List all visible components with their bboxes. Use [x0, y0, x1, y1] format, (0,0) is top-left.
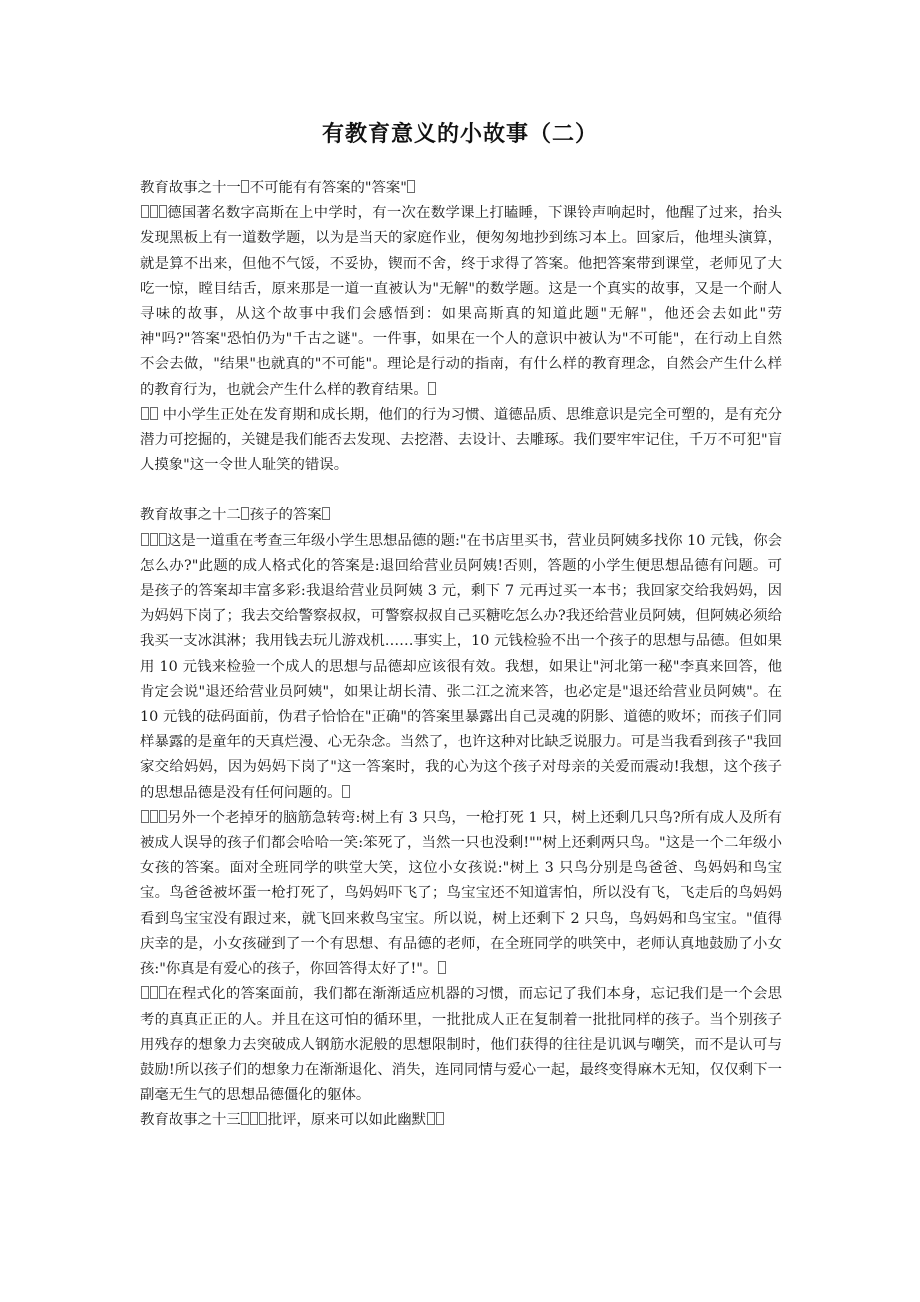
missing-glyph-icon [141, 407, 149, 420]
section-spacer [140, 478, 782, 503]
story-12-paragraph-1 [140, 529, 782, 806]
missing-glyph-icon [241, 180, 249, 193]
story-13-title: 批评，原来可以如此幽默 [267, 1112, 427, 1129]
missing-glyph-icon [150, 810, 158, 823]
missing-glyph-icon [342, 785, 350, 798]
story-12-paragraph-3 [140, 982, 782, 1108]
missing-glyph-icon [159, 205, 167, 218]
document-title: 有教育意义的小故事（二） [321, 122, 598, 147]
missing-glyph-icon [241, 1112, 249, 1125]
missing-glyph-icon [159, 986, 167, 999]
story-12-title: 孩子的答案 [249, 507, 322, 524]
missing-glyph-icon [241, 507, 249, 520]
missing-glyph-icon [141, 986, 149, 999]
missing-glyph-icon [322, 507, 330, 520]
missing-glyph-icon [150, 533, 158, 546]
story-11-paragraph-2 [140, 403, 782, 479]
missing-glyph-icon [428, 382, 436, 395]
missing-glyph-icon [150, 407, 158, 420]
missing-glyph-icon [141, 533, 149, 546]
missing-glyph-icon [159, 533, 167, 546]
story-11-heading [140, 176, 782, 201]
missing-glyph-icon [141, 810, 149, 823]
missing-glyph-icon [427, 1112, 435, 1125]
missing-glyph-icon [407, 180, 415, 193]
story-12-heading [140, 503, 782, 528]
missing-glyph-icon [141, 205, 149, 218]
story-11-number: 教育故事之十一 [140, 180, 241, 196]
missing-glyph-icon [438, 961, 446, 974]
story-13-number: 教育故事之十三 [140, 1112, 241, 1129]
missing-glyph-icon [436, 1112, 444, 1125]
paragraph-text: 德国著名数字高斯在上中学时，有一次在数学课上打瞌睡，下课铃声响起时，他醒了过来，抬头发现黑板上有一道数学题，以为是当天的家庭作业，便匆匆地抄到练习本上。回家后，他埋头演算，就是算不出来，但他不气馁，不妥协，锲而不舍，终于求得了答案。他把答案带到课堂，老师见了大吃一惊，瞠目结舌，原来那是一道一直被认为"无解"的数学题。这是一个真实的故事，又是一个耐人寻味的故事，从这个故事中我们会感悟到：如果高斯真的知道此题"无解"，他还会去如此"劳神"吗?"答案"恐怕仍为"千古之谜"。一件事，如果在一个人的意识中被认为"不可能"，在行动上自然不会去做，"结果"也就真的"不可能"。理论是行动的指南，有什么样的教育理念，自然会产生什么样的教育行为，也就会产生什么样的教育结果。 [140, 205, 782, 398]
story-12-paragraph-2 [140, 806, 782, 982]
paragraph-text: 中小学生正处在发育期和成长期，他们的行为习惯、道德品质、思维意识是完全可塑的，是有充分潜力可挖掘的，关键是我们能否去发现、去挖潜、去设计、去雕琢。我们要牢牢记住，千万不可犯"盲人摸象"这一令世人耻笑的错误。 [140, 406, 782, 474]
paragraph-text: 另外一个老掉牙的脑筋急转弯:树上有 3 只鸟，一枪打死 1 只，树上还剩几只鸟?所有成人及所有被成人误导的孩子们都会哈哈一笑:笨死了，当然一只也没剩!""树上还剩两只鸟。"这是一个二年级小女孩的答案。面对全班同学的哄堂大笑，这位小女孩说:"树上 3 只鸟分别是鸟爸爸、鸟妈妈和鸟宝宝。鸟爸爸被坏蛋一枪打死了，鸟妈妈吓飞了；鸟宝宝还不知道害怕，所以没有飞，飞走后的鸟妈妈看到鸟宝宝没有跟过来，就飞回来救鸟宝宝。所以说，树上还剩下 2 只鸟，鸟妈妈和鸟宝宝。"值得庆幸的是，小女孩碰到了一个有思想、有品德的老师，在全班同学的哄笑中，老师认真地鼓励了小女孩:"你真是有爱心的孩子，你回答得太好了!"。 [140, 809, 782, 978]
missing-glyph-icon [150, 986, 158, 999]
story-12-number: 教育故事之十二 [140, 507, 241, 524]
missing-glyph-icon [150, 205, 158, 218]
missing-glyph-icon [250, 1112, 258, 1125]
missing-glyph-icon [159, 810, 167, 823]
story-11-title: 不可能有有答案的"答案" [249, 180, 407, 196]
story-13-heading [140, 1108, 782, 1133]
document-body [140, 176, 782, 1134]
missing-glyph-icon [259, 1112, 267, 1125]
paragraph-text: 在程式化的答案面前，我们都在渐渐适应机器的习惯，而忘记了我们本身，忘记我们是一个会思考的真真正正的人。并且在这可怕的循环里，一批批成人正在复制着一批批同样的孩子。当个别孩子用残存的想象力去突破成人钢筋水泥般的思想限制时，他们获得的往往是讥讽与嘲笑，而不是认可与鼓励!所以孩子们的想象力在渐渐退化、消失，连同同情与爱心一起，最终变得麻木无知，仅仅剩下一副毫无生气的思想品德僵化的躯体。 [140, 986, 782, 1104]
paragraph-text: 这是一道重在考查三年级小学生思想品德的题:"在书店里买书，营业员阿姨多找你 10 元钱，你会怎么办?"此题的成人格式化的答案是:退回给营业员阿姨!否则，答题的小学生便思想品德有问题。可是孩子的答案却丰富多彩:我退给营业员阿姨 3 元，剩下 7 元再过买一本书；我回家交给我妈妈，因为妈妈下岗了；我去交给警察叔叔，可警察叔叔自己买糖吃怎么办?我还给营业员阿姨，但阿姨必须给我买一支冰淇淋；我用钱去玩儿游戏机……事实上，10 元钱检验不出一个孩子的思想与品德。但如果用 10 元钱来检验一个成人的思想与品德却应该很有效。我想，如果让"河北第一秘"李真来回答，他肯定会说"退还给营业员阿姨"，如果让胡长清、张二江之流来答，也必定是"退还给营业员阿姨"。在 10 元钱的砝码面前，伪君子恰恰在"正确"的答案里暴露出自己灵魂的阴影、道德的败坏；而孩子们同样暴露的是童年的天真烂漫、心无杂念。当然了，也许这种对比缺乏说服力。可是当我看到孩子"我回家交给妈妈，因为妈妈下岗了"这一答案时，我的心为这个孩子对母亲的关爱而震动!我想，这个孩子的思想品德是没有任何问题的。 [140, 532, 782, 801]
story-11-paragraph-1 [140, 201, 782, 403]
